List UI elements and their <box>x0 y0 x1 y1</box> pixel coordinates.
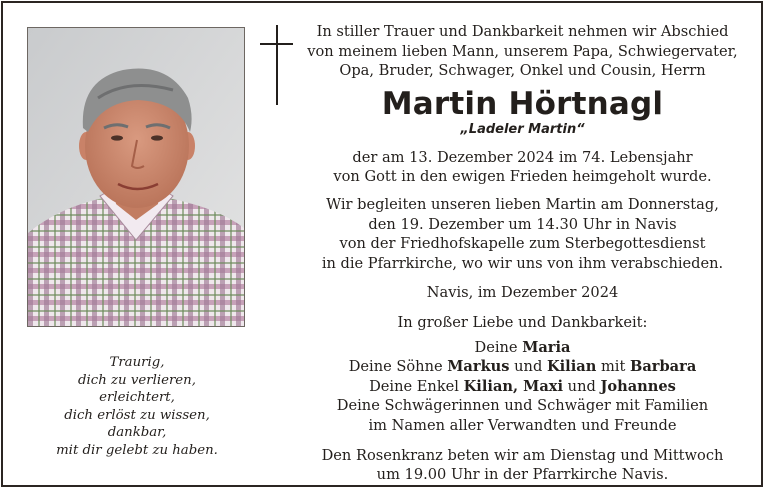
rosary-line: um 19.00 Uhr in der Pfarrkirche Navis. <box>376 466 669 484</box>
mourner-siblings-in-law: Deine Schwägerinnen und Schwäger mit Familien <box>336 397 709 415</box>
portrait-photo <box>27 27 245 327</box>
verse-line: dich zu verlieren, <box>78 372 196 388</box>
mourner-sons: Deine Söhne Markus und Kilian mit Barbara <box>348 358 697 376</box>
verse-line: dich erlöst zu wissen, <box>64 407 210 423</box>
verse-line: Traurig, <box>109 355 165 370</box>
rosary-line: Den Rosenkranz beten wir am Dienstag und Mittwoch <box>321 446 724 464</box>
cross-icon <box>260 25 294 105</box>
death-notice-line: der am 13. Dezember 2024 im 74. Lebensjahr <box>352 148 693 166</box>
death-notice-line: von Gott in den ewigen Frieden heimgeholt wurde. <box>333 168 712 186</box>
verse-line: dankbar, <box>107 425 167 441</box>
mourner-grandchildren: Deine Enkel Kilian, Maxi und Johannes <box>369 377 676 395</box>
intro-line: Opa, Bruder, Schwager, Onkel und Cousin, Herrn <box>339 62 706 80</box>
memorial-verse <box>22 354 252 460</box>
notice-text-column <box>300 22 745 485</box>
funeral-line: den 19. Dezember um 14.30 Uhr in Navis <box>368 215 677 233</box>
deceased-nickname: „Ladeler Martin“ <box>460 121 585 137</box>
intro-line: von meinem lieben Mann, unserem Papa, Schwiegervater, <box>307 42 738 60</box>
verse-line: mit dir gelebt zu haben. <box>56 442 218 458</box>
funeral-line: von der Friedhofskapelle zum Sterbegottesdienst <box>339 235 706 253</box>
funeral-line: Wir begleiten unseren lieben Martin am Donnerstag, <box>326 195 719 213</box>
mourner-wife: Deine Maria <box>474 338 571 356</box>
funeral-line: in die Pfarrkirche, wo wir uns von ihm verabschieden. <box>321 254 724 272</box>
intro-line: In stiller Trauer und Dankbarkeit nehmen wir Abschied <box>316 23 729 40</box>
mourners-heading: In großer Liebe und Dankbarkeit: <box>397 313 648 331</box>
mourner-relatives: im Namen aller Verwandten und Freunde <box>368 416 677 434</box>
verse-line: erleichtert, <box>99 390 175 406</box>
place-date: Navis, im Dezember 2024 <box>426 284 619 302</box>
deceased-name: Martin Hörtnagl <box>381 85 664 122</box>
